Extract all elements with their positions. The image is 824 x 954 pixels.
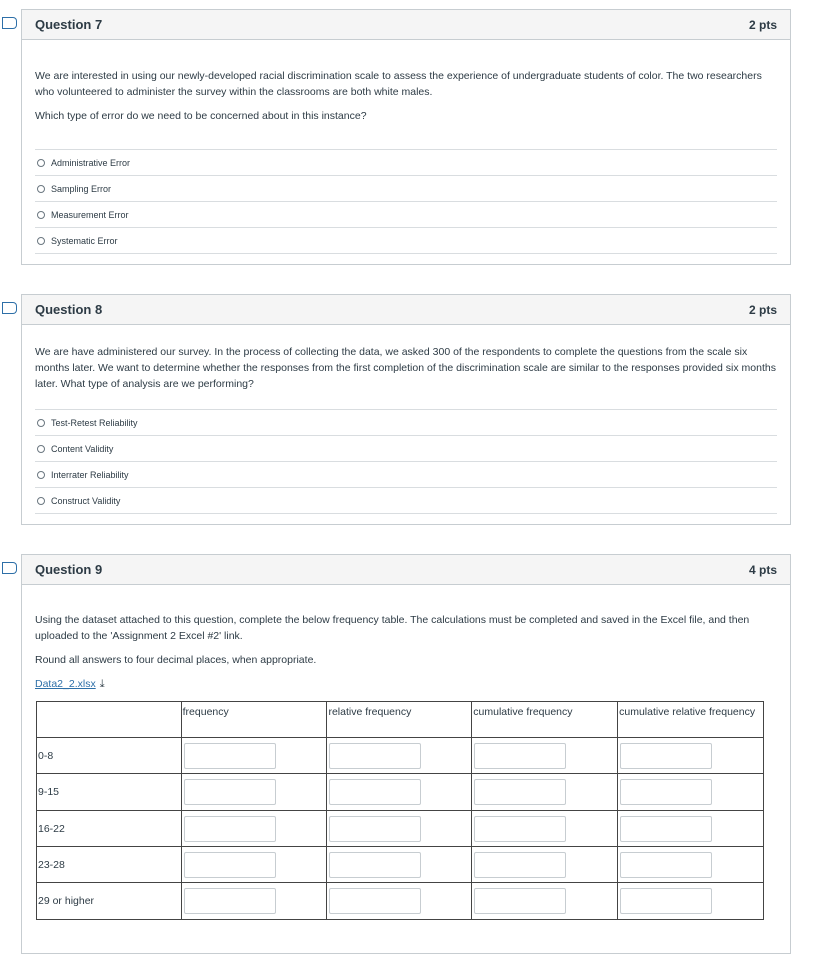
answer-list bbox=[35, 149, 777, 254]
radio-button-icon[interactable] bbox=[37, 419, 45, 427]
answer-option[interactable] bbox=[35, 176, 777, 202]
question-header bbox=[22, 555, 790, 585]
question-title: Question 7 bbox=[35, 17, 103, 32]
cumulative-frequency-input[interactable] bbox=[474, 779, 566, 805]
flag-icon[interactable] bbox=[2, 562, 13, 574]
row-label: 29 or higher bbox=[37, 883, 182, 920]
answer-label: Test-Retest Reliability bbox=[51, 417, 138, 428]
question-8-card bbox=[21, 294, 791, 525]
question-9-card bbox=[21, 554, 791, 954]
question-points: 2 pts bbox=[748, 302, 777, 317]
answer-label: Construct Validity bbox=[51, 495, 121, 506]
answer-label: Measurement Error bbox=[51, 209, 129, 220]
table-header-cell: relative frequency bbox=[327, 702, 472, 738]
question-instruction: Round all answers to four decimal places, when appropriate. bbox=[35, 654, 317, 666]
answer-label: Interrater Reliability bbox=[51, 469, 129, 480]
cumulative-frequency-input[interactable] bbox=[474, 743, 566, 769]
answer-label: Sampling Error bbox=[51, 183, 112, 194]
frequency-input[interactable] bbox=[184, 779, 276, 805]
frequency-input[interactable] bbox=[184, 888, 276, 914]
answer-list bbox=[35, 409, 777, 514]
table-row bbox=[37, 738, 764, 774]
answer-label: Content Validity bbox=[51, 443, 114, 454]
frequency-input[interactable] bbox=[184, 743, 276, 769]
answer-option[interactable] bbox=[35, 150, 777, 176]
table-header-row bbox=[37, 702, 764, 738]
relative-frequency-input[interactable] bbox=[329, 888, 421, 914]
table-row bbox=[37, 811, 764, 847]
cumulative-frequency-input[interactable] bbox=[474, 816, 566, 842]
question-title: Question 8 bbox=[35, 302, 103, 317]
table-row bbox=[37, 847, 764, 883]
frequency-table bbox=[36, 701, 764, 920]
question-points: 4 pts bbox=[748, 562, 777, 577]
question-text: We are interested in using our newly-developed racial discrimination scale to assess the experience of undergraduate students of color. The two researchers who volunteered to administer the survey within the classrooms are both white males. bbox=[35, 70, 762, 98]
table-row bbox=[37, 883, 764, 920]
answer-label: Systematic Error bbox=[51, 235, 118, 246]
frequency-input[interactable] bbox=[184, 852, 276, 878]
table-header-cell: frequency bbox=[181, 702, 327, 738]
download-icon[interactable]: ⤓ bbox=[99, 678, 105, 690]
radio-button-icon[interactable] bbox=[37, 211, 45, 219]
radio-button-icon[interactable] bbox=[37, 497, 45, 505]
answer-option[interactable] bbox=[35, 436, 777, 462]
attachment-link[interactable]: Data2_2.xlsx bbox=[35, 678, 96, 690]
row-label: 9-15 bbox=[37, 774, 182, 811]
frequency-input[interactable] bbox=[184, 816, 276, 842]
question-title: Question 9 bbox=[35, 562, 103, 577]
cumulative-relative-frequency-input[interactable] bbox=[620, 743, 712, 769]
radio-button-icon[interactable] bbox=[37, 185, 45, 193]
flag-icon[interactable] bbox=[2, 17, 13, 29]
cumulative-relative-frequency-input[interactable] bbox=[620, 888, 712, 914]
radio-button-icon[interactable] bbox=[37, 445, 45, 453]
cumulative-relative-frequency-input[interactable] bbox=[620, 779, 712, 805]
radio-button-icon[interactable] bbox=[37, 237, 45, 245]
relative-frequency-input[interactable] bbox=[329, 852, 421, 878]
table-header-cell bbox=[37, 702, 182, 738]
relative-frequency-input[interactable] bbox=[329, 779, 421, 805]
question-text: We are have administered our survey. In the process of collecting the data, we asked 300 of the respondents to complete the questions from the scale six months later. We want to determine whether the responses from the first completion of the discrimination scale are similar to the responses provided six months later. What type of analysis are we performing? bbox=[35, 346, 776, 390]
flag-icon[interactable] bbox=[2, 302, 13, 314]
table-row bbox=[37, 774, 764, 811]
answer-option[interactable] bbox=[35, 488, 777, 514]
answer-label: Administrative Error bbox=[51, 157, 131, 168]
cumulative-frequency-input[interactable] bbox=[474, 852, 566, 878]
relative-frequency-input[interactable] bbox=[329, 743, 421, 769]
radio-button-icon[interactable] bbox=[37, 471, 45, 479]
question-7-card bbox=[21, 9, 791, 265]
table-header-cell: cumulative frequency bbox=[472, 702, 618, 738]
answer-option[interactable] bbox=[35, 202, 777, 228]
answer-option[interactable] bbox=[35, 462, 777, 488]
relative-frequency-input[interactable] bbox=[329, 816, 421, 842]
radio-button-icon[interactable] bbox=[37, 159, 45, 167]
answer-option[interactable] bbox=[35, 228, 777, 254]
answer-option[interactable] bbox=[35, 410, 777, 436]
row-label: 16-22 bbox=[37, 811, 182, 847]
table-header-cell: cumulative relative frequency bbox=[618, 702, 764, 738]
question-points: 2 pts bbox=[748, 17, 777, 32]
question-text: Using the dataset attached to this question, complete the below frequency table. The calculations must be completed and saved in the Excel file, and then uploaded to the 'Assignment 2 Excel #2' link. bbox=[35, 614, 750, 642]
question-prompt: Which type of error do we need to be concerned about in this instance? bbox=[35, 110, 367, 122]
cumulative-relative-frequency-input[interactable] bbox=[620, 852, 712, 878]
question-header bbox=[22, 295, 790, 325]
cumulative-relative-frequency-input[interactable] bbox=[620, 816, 712, 842]
cumulative-frequency-input[interactable] bbox=[474, 888, 566, 914]
row-label: 0-8 bbox=[37, 738, 182, 774]
question-header bbox=[22, 10, 790, 40]
row-label: 23-28 bbox=[37, 847, 182, 883]
